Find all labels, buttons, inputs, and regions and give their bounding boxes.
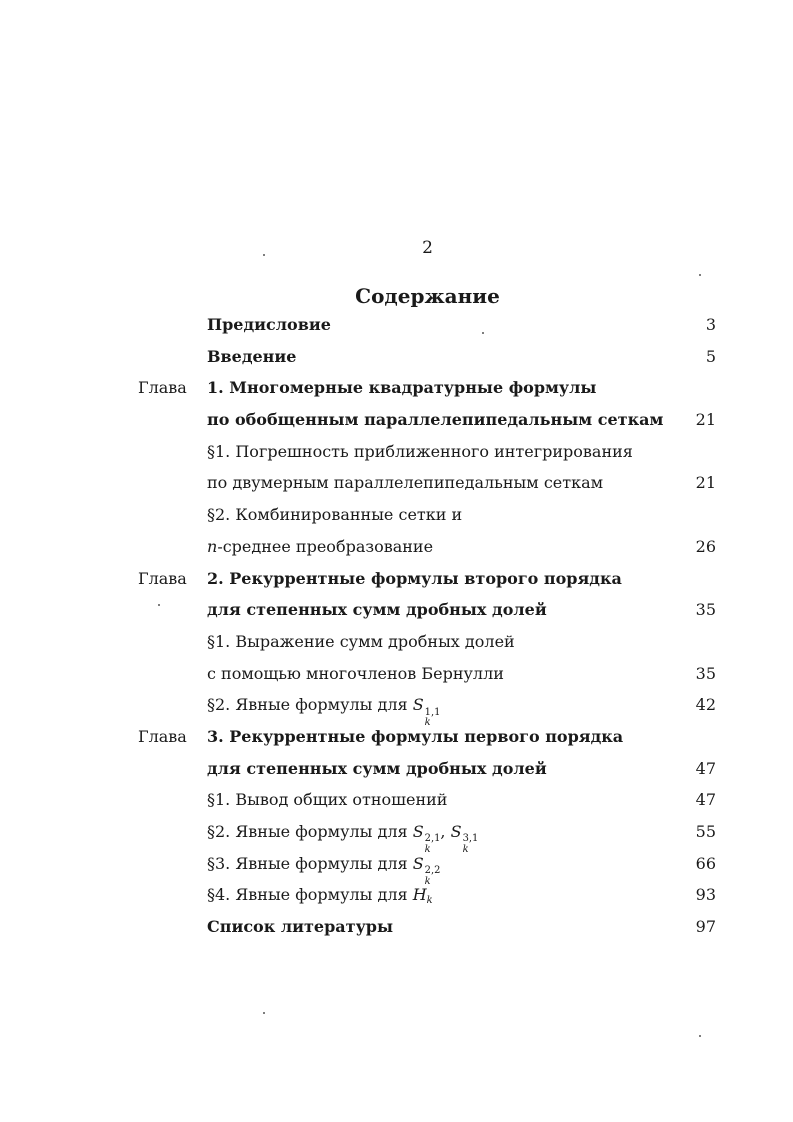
toc-entry-section-1-2[interactable] — [138, 499, 716, 531]
toc-entry-chapter-3[interactable] — [138, 721, 716, 753]
toc-chapter-prefix: Глава — [138, 378, 187, 398]
toc-entry-title: для степенных сумм дробных долей — [207, 600, 547, 620]
toc-entry-title: 1. Многомерные квадратурные формулы — [207, 378, 597, 398]
math-superscript: 2,1 — [424, 833, 441, 845]
math-symbol: S — [412, 695, 424, 715]
toc-entry-title: 2. Рекуррентные формулы второго порядка — [207, 568, 622, 588]
toc-entry-title-wrapper — [207, 531, 433, 563]
toc-entry-title: §4. Явные формулы для — [207, 885, 408, 905]
toc-entry-section-3-1[interactable] — [138, 784, 716, 816]
toc-entry-section-2-1[interactable] — [138, 626, 716, 658]
toc-entry-chapter-1-cont[interactable] — [138, 404, 716, 436]
math-symbol: S — [450, 822, 462, 841]
toc-entry-bibliography[interactable] — [138, 911, 716, 943]
toc-entry-section-3-2[interactable] — [138, 816, 716, 855]
toc-heading: Содержание — [355, 284, 500, 308]
scan-speck — [482, 332, 484, 334]
math-subscript: k — [426, 895, 433, 907]
toc-entry-title: §3. Явные формулы для — [207, 853, 408, 873]
toc-entry-page: 55 — [695, 822, 716, 841]
toc-entry-chapter-1[interactable] — [138, 372, 716, 404]
toc-entry-section-2-1-cont[interactable] — [138, 658, 716, 690]
scan-speck — [158, 604, 160, 606]
scan-speck — [699, 274, 701, 276]
toc-entry-title: §2. Комбинированные сетки и — [207, 505, 463, 525]
toc-entry-title: §1. Вывод общих отношений — [207, 790, 448, 810]
table-of-contents — [138, 309, 716, 943]
math-subscript: k — [424, 875, 431, 887]
toc-entry-title: Введение — [207, 346, 297, 366]
toc-entry-page: 47 — [695, 758, 716, 778]
toc-chapter-prefix: Глава — [138, 568, 187, 588]
toc-entry-title: по обобщенным параллелепипедальным сеткам — [207, 410, 664, 430]
toc-entry-chapter-2-cont[interactable] — [138, 594, 716, 626]
toc-entry-page: 47 — [695, 790, 716, 810]
toc-entry-preface[interactable] — [138, 309, 716, 341]
scan-speck — [263, 254, 265, 256]
math-symbol: H — [412, 885, 427, 905]
toc-entry-page: 35 — [695, 600, 716, 620]
scan-speck — [699, 1035, 701, 1037]
toc-entry-title: Предисловие — [207, 315, 331, 334]
math-separator: , — [440, 822, 446, 841]
toc-entry-chapter-3-cont[interactable] — [138, 753, 716, 785]
toc-entry-title: §1. Погрешность приближенного интегрирования — [207, 441, 633, 461]
toc-entry-page: 26 — [695, 536, 716, 556]
toc-entry-title: §2. Явные формулы для — [207, 695, 408, 715]
toc-entry-title: по двумерным параллелепипедальным сеткам — [207, 473, 604, 493]
toc-entry-title: с помощью многочленов Бернулли — [207, 663, 504, 683]
math-superscript: 1,1 — [424, 706, 441, 718]
toc-entry-section-2-2[interactable] — [138, 689, 716, 729]
math-symbol: S — [412, 822, 424, 841]
toc-entry-chapter-2[interactable] — [138, 563, 716, 595]
toc-entry-page: 5 — [705, 346, 716, 366]
math-subscript: k — [424, 717, 431, 729]
scan-speck — [263, 1012, 265, 1014]
math-symbol: S — [412, 853, 424, 873]
toc-entry-title: §1. Выражение сумм дробных долей — [207, 631, 515, 651]
toc-entry-page: 3 — [705, 315, 716, 334]
toc-entry-page: 21 — [695, 410, 716, 430]
toc-entry-page: 35 — [695, 663, 716, 683]
math-subscript: k — [462, 843, 469, 855]
toc-chapter-prefix: Глава — [138, 726, 187, 746]
toc-entry-title: для степенных сумм дробных долей — [207, 758, 547, 778]
toc-entry-page: 97 — [695, 917, 716, 937]
math-subscript: k — [424, 843, 431, 855]
toc-entry-page: 21 — [695, 473, 716, 493]
toc-entry-section-3-4[interactable] — [138, 875, 716, 911]
toc-entry-title: Список литературы — [207, 917, 394, 937]
math-superscript: 3,1 — [462, 833, 479, 845]
toc-entry-title: §2. Явные формулы для — [207, 822, 408, 841]
toc-entry-title: 3. Рекуррентные формулы первого порядка — [207, 726, 624, 746]
toc-entry-page: 42 — [695, 695, 716, 715]
toc-entry-section-1-2-cont[interactable] — [138, 531, 716, 563]
toc-entry-introduction[interactable] — [138, 341, 716, 373]
toc-entry-page: 66 — [695, 853, 716, 873]
page-number: 2 — [422, 238, 433, 258]
math-variable: n — [207, 536, 218, 556]
math-superscript: 2,2 — [424, 865, 441, 877]
toc-entry-title: -среднее преобразование — [217, 536, 434, 556]
toc-entry-section-3-3[interactable] — [138, 848, 716, 887]
toc-entry-section-1-1-cont[interactable] — [138, 467, 716, 499]
toc-entry-page: 93 — [695, 885, 716, 905]
toc-entry-section-1-1[interactable] — [138, 436, 716, 468]
